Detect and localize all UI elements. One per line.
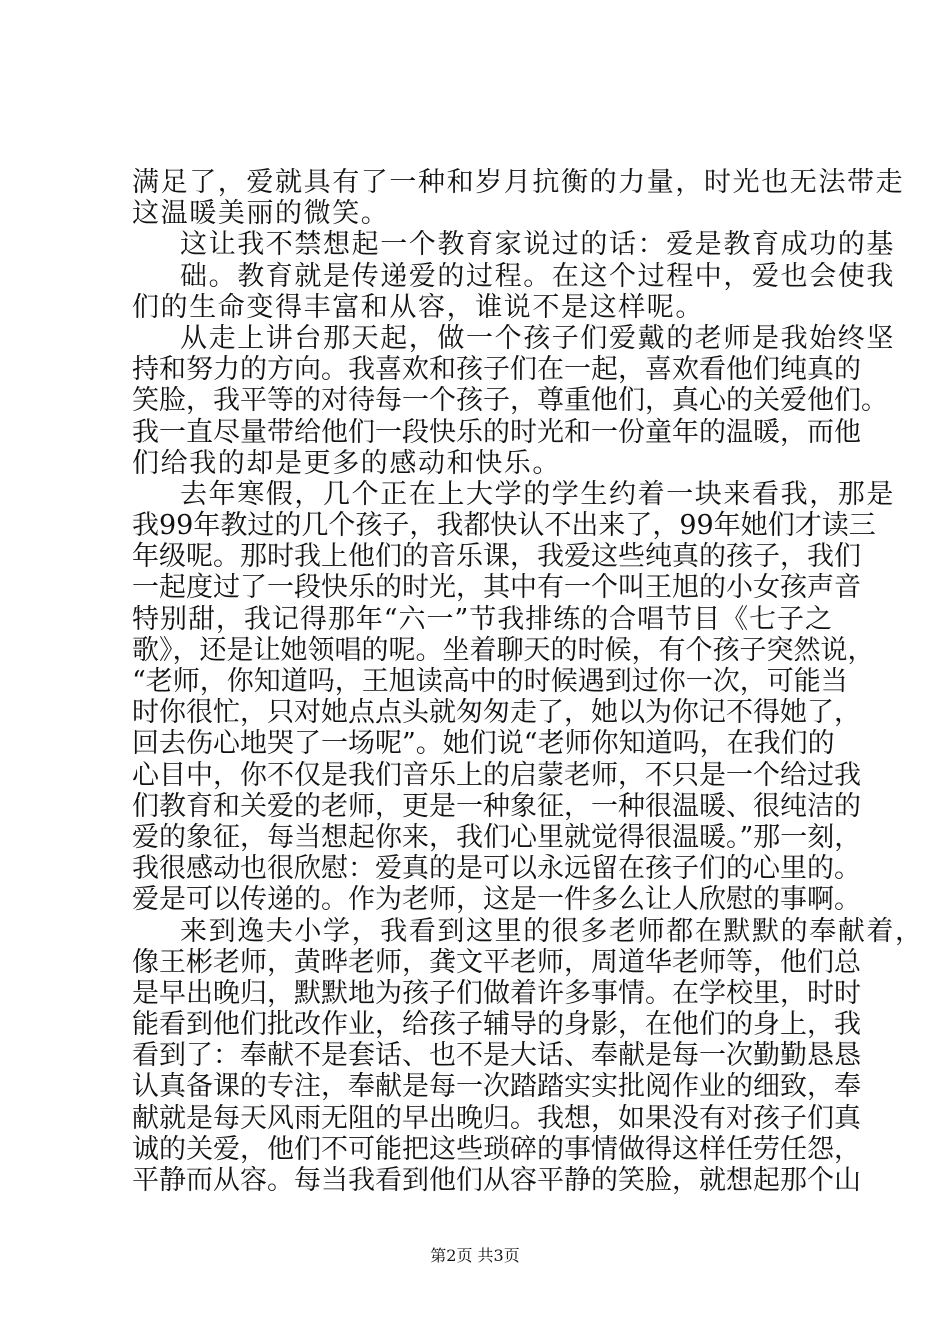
text-line: 年级呢。那时我上他们的音乐课，我爱这些纯真的孩子，我们: [132, 541, 861, 572]
text-line: 从走上讲台那天起，做一个孩子们爱戴的老师是我始终坚: [180, 323, 895, 354]
text-line: 们的生命变得丰富和从容，谁说不是这样呢。: [132, 292, 704, 323]
text-line: 持和努力的方向。我喜欢和孩子们在一起，喜欢看他们纯真的: [132, 354, 861, 385]
text-line: 爱是可以传递的。作为老师，这是一件多么让人欣慰的事啊。: [132, 884, 861, 915]
text-line: 满足了，爱就具有了一种和岁月抗衡的力量，时光也无法带走: [132, 167, 905, 198]
text-line: 回去伤心地哭了一场呢”。她们说“老师你知道吗，在我们的: [132, 728, 835, 759]
text-line: 特别甜，我记得那年“六一”节我排练的合唱节目《七子之: [132, 604, 832, 635]
text-line: 心目中，你不仅是我们音乐上的启蒙老师，不只是一个给过我: [132, 760, 861, 791]
page-number: 第2页 共3页: [430, 1246, 520, 1265]
text-line: 认真备课的专注，奉献是每一次踏踏实实批阅作业的细致，奉: [132, 1071, 861, 1102]
text-line: 我一直尽量带给他们一段快乐的时光和一份童年的温暖，而他: [132, 417, 861, 448]
text-line: 是早出晚归，默默地为孩子们做着许多事情。在学校里，时时: [132, 978, 861, 1009]
text-line: 歌》，还是让她领唱的呢。坐着聊天的时候，有个孩子突然说，: [132, 635, 875, 666]
text-line: 像王彬老师，黄晔老师，龚文平老师，周道华老师等，他们总: [132, 947, 861, 978]
text-line: 们给我的却是更多的感动和快乐。: [132, 448, 561, 479]
text-line: 笑脸，我平等的对待每一个孩子，尊重他们，真心的关爱他们。: [132, 385, 888, 416]
text-line: 能看到他们批改作业，给孩子辅导的身影，在他们的身上，我: [132, 1009, 861, 1040]
text-line: 平静而从容。每当我看到他们从容平静的笑脸，就想起那个山: [132, 1165, 861, 1196]
text-line: 献就是每天风雨无阻的早出晚归。我想，如果没有对孩子们真: [132, 1103, 861, 1134]
text-line: 这让我不禁想起一个教育家说过的话：爱是教育成功的基: [180, 229, 895, 260]
text-line: 看到了：奉献不是套话、也不是大话、奉献是每一次勤勤恳恳: [132, 1040, 861, 1071]
text-line: 础。教育就是传递爱的过程。在这个过程中，爱也会使我: [180, 261, 895, 292]
text-line: 一起度过了一段快乐的时光，其中有一个叫王旭的小女孩声音: [132, 572, 861, 603]
text-line: 们教育和关爱的老师，更是一种象征，一种很温暖、很纯洁的: [132, 791, 861, 822]
text-line: 时你很忙，只对她点点头就匆匆走了，她以为你记不得她了，: [132, 697, 861, 728]
text-line: 去年寒假，几个正在上大学的学生约着一块来看我，那是: [180, 479, 895, 510]
text-line: 爱的象征，每当想起你来，我们心里就觉得很温暖。”那一刻，: [132, 822, 862, 853]
text-line: “老师，你知道吗，王旭读高中的时候遇到过你一次，可能当: [132, 666, 848, 697]
text-line: 诚的关爱，他们不可能把这些琐碎的事情做得这样任劳任怨，: [132, 1134, 861, 1165]
text-line: 我99年教过的几个孩子，我都快认不出来了，99年她们才读三: [132, 510, 876, 541]
text-line: 我很感动也很欣慰：爱真的是可以永远留在孩子们的心里的。: [132, 853, 861, 884]
text-line: 这温暖美丽的微笑。: [132, 198, 390, 229]
text-line: 来到逸夫小学，我看到这里的很多老师都在默默的奉献着，: [180, 916, 924, 947]
